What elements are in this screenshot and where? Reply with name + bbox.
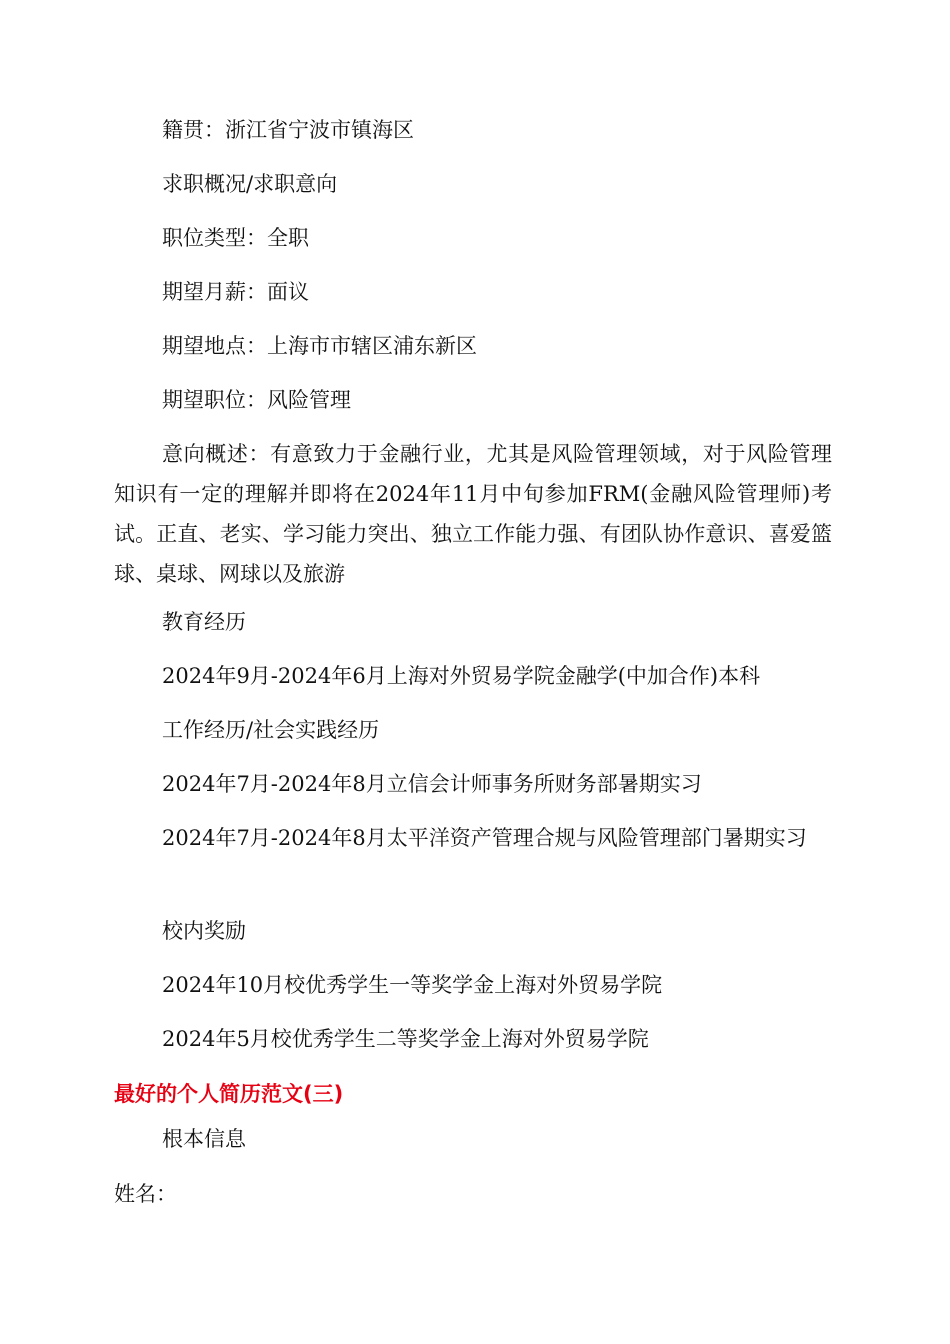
education-heading: 教育经历 <box>162 610 246 634</box>
section-title: 最好的个人简历范文(三) <box>114 1082 344 1106</box>
expected-location-line: 期望地点：上海市市辖区浦东新区 <box>162 334 477 358</box>
expected-salary-line: 期望月薪：面议 <box>162 280 309 304</box>
job-type-line: 职位类型：全职 <box>162 226 309 250</box>
work-entry-2: 2024年7月-2024年8月太平洋资产管理合规与风险管理部门暑期实习 <box>162 826 807 850</box>
award-entry-1: 2024年10月校优秀学生一等奖学金上海对外贸易学院 <box>162 973 663 997</box>
education-entry: 2024年9月-2024年6月上海对外贸易学院金融学(中加合作)本科 <box>162 664 761 688</box>
name-label: 姓名： <box>114 1182 177 1206</box>
basic-info-heading: 根本信息 <box>162 1127 246 1151</box>
awards-heading: 校内奖励 <box>162 919 246 943</box>
work-heading: 工作经历/社会实践经历 <box>162 718 380 742</box>
work-entry-1: 2024年7月-2024年8月立信会计师事务所财务部暑期实习 <box>162 772 702 796</box>
intent-summary-paragraph: 意向概述：有意致力于金融行业，尤其是风险管理领域，对于风险管理知识有一定的理解并即将在2024年11月中旬参加FRM(金融风险管理师)考试。正直、老实、学习能力突出、独立工作能力强、有团队协作意识、喜爱篮球、桌球、网球以及旅游 <box>114 442 832 586</box>
award-entry-2: 2024年5月校优秀学生二等奖学金上海对外贸易学院 <box>162 1027 649 1051</box>
job-overview-heading: 求职概况/求职意向 <box>162 172 338 196</box>
native-place-line: 籍贯：浙江省宁波市镇海区 <box>162 118 414 142</box>
expected-position-line: 期望职位：风险管理 <box>162 388 351 412</box>
